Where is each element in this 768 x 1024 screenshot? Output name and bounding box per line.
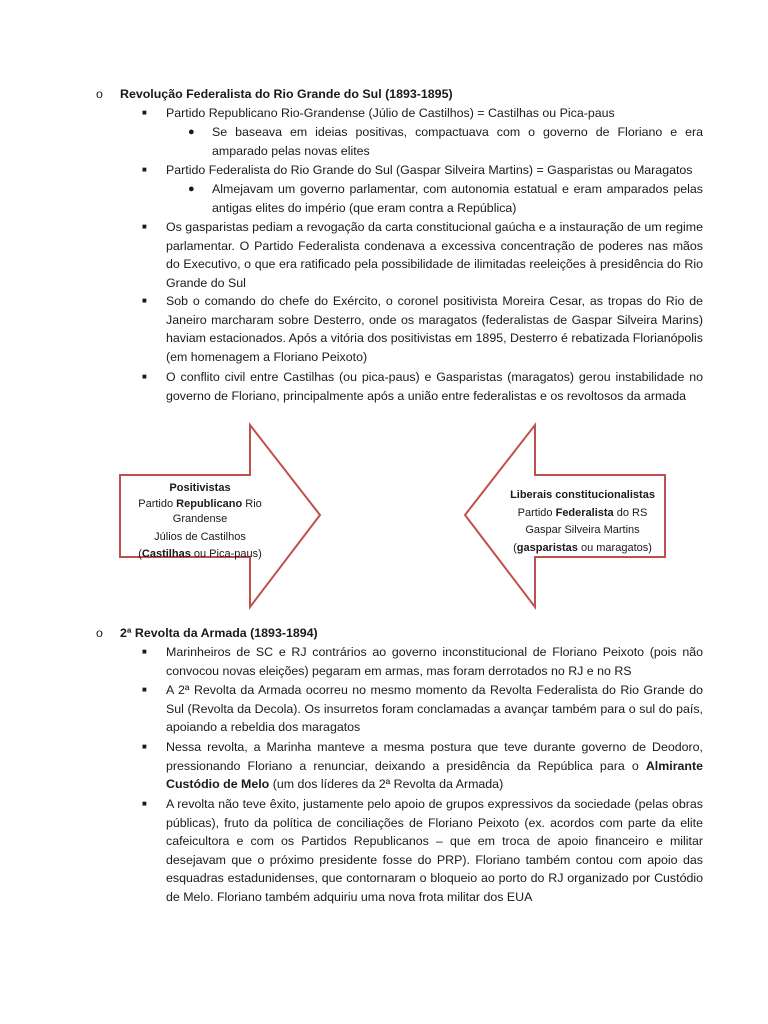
square-bullet-icon: ■ <box>142 165 147 174</box>
right-arrow-line3: (gasparistas ou maragatos) <box>513 541 652 554</box>
section-title: Revolução Federalista do Rio Grande do Sul (1893-1895) <box>120 87 453 101</box>
section-title: 2ª Revolta da Armada (1893-1894) <box>120 626 318 640</box>
round-bullet-icon: ● <box>188 126 195 138</box>
square-bullet-icon: ■ <box>142 296 147 305</box>
list-item: ■ Partido Federalista do Rio Grande do Sul (Gaspar Silveira Martins) = Gasparistas ou Maragatos <box>166 161 703 180</box>
square-bullet-icon: ■ <box>142 372 147 381</box>
list-item: ● Se baseava em ideias positivas, compactuava com o governo de Floriano e era amparado pelas novas elites <box>188 125 703 158</box>
square-bullet-icon: ■ <box>142 742 147 751</box>
square-bullet-icon: ■ <box>142 647 147 656</box>
left-arrow-line1: Partido Republicano Rio <box>138 497 262 510</box>
left-arrow-line2: Grandense <box>172 513 228 525</box>
square-bullet-icon: ■ <box>142 685 147 694</box>
left-arrow-line4: (Castilhas ou Pica-paus) <box>138 548 262 560</box>
list-item: ■ Partido Republicano Rio-Grandense (Júlio de Castilhos) = Castilhas ou Pica-paus <box>166 104 703 123</box>
list-item: ■ O conflito civil entre Castilhas (ou pica-paus) e Gasparistas (maragatos) gerou instabilidade no governo de Floriano, principalmente após a união entre federalistas e os revoltosos da armada <box>142 370 703 403</box>
list-item: ■ Os gasparistas pediam a revogação da carta constitucional gaúcha e a instauração de um regime parlamentar. O Partido Federalista condenava a excessiva concentração de poderes nas mãos do Executivo, o que era ratificado pela possibilidade de ilimitadas reeleições à presidência do Rio Grande do Sul <box>142 220 703 290</box>
left-arrow-title: Positivistas <box>169 482 231 494</box>
left-arrow-label <box>125 481 275 563</box>
list-item: ● Almejavam um governo parlamentar, com autonomia estatual e eram amparados pelas antigas elites do império (que eram contra a República) <box>188 182 703 215</box>
list-item: ■ A revolta não teve êxito, justamente pelo apoio de grupos expressivos da sociedade (pelas obras públicas), fruto da política de conciliações de Floriano Peixoto (ex. acordos com parte da elite cafeicultora e com os Partidos Republicanos – que em troca de apoio financeiro e militar desejavam que o próximo presidente fosse do PRP). Floriano também contou com apoio das esquadras estadunidenses, que contornaram o bloqueio ao porto do RJ organizado por Custódio de Melo. Floriano também adquiriu uma nova frota militar dos EUA <box>142 797 703 904</box>
square-bullet-icon: ■ <box>142 799 147 808</box>
square-bullet-icon: ■ <box>142 222 147 231</box>
list-item: ■ Marinheiros de SC e RJ contrários ao governo inconstitucional de Floriano Peixoto (pois não convocou novas eleições) pegaram em armas, mas foram derrotados no RJ e no RS <box>142 645 703 678</box>
list-marker: o <box>96 626 103 640</box>
list-item: ■ Sob o comando do chefe do Exército, o coronel positivista Moreira Cesar, as tropas do Rio de Janeiro marcharam sobre Desterro, onde os maragatos (federalistas de Gaspar Silveira Marins) haviam estacionados. Após a vitória dos positivistas em 1895, Desterro é rebatizada Florianópolis (em homenagem a Floriano Peixoto) <box>142 294 703 364</box>
right-arrow-label <box>500 488 665 556</box>
square-bullet-icon: ■ <box>142 108 147 117</box>
left-arrow-line3: Júlios de Castilhos <box>154 530 246 543</box>
list-item: ■ A 2ª Revolta da Armada ocorreu no mesmo momento da Revolta Federalista do Rio Grande do Sul (Revolta da Decola). Os insurretos foram conclamadas a avançar também para o sul do país, apoiando a rebeldia dos maragatos <box>142 683 703 735</box>
right-arrow-line1: Partido Federalista do RS <box>517 506 648 519</box>
list-item: ■ Nessa revolta, a Marinha manteve a mesma postura que teve durante governo de Deodoro, pressionando Floriano a renunciar, deixando a presidência da República para o Almirante Custódio de Melo (um dos líderes da 2ª Revolta da Armada) <box>142 740 703 792</box>
right-arrow-line2: Gaspar Silveira Martins <box>525 524 640 536</box>
right-arrow-title: Liberais constitucionalistas <box>510 489 655 501</box>
list-marker: o <box>96 87 103 101</box>
round-bullet-icon: ● <box>188 183 195 195</box>
